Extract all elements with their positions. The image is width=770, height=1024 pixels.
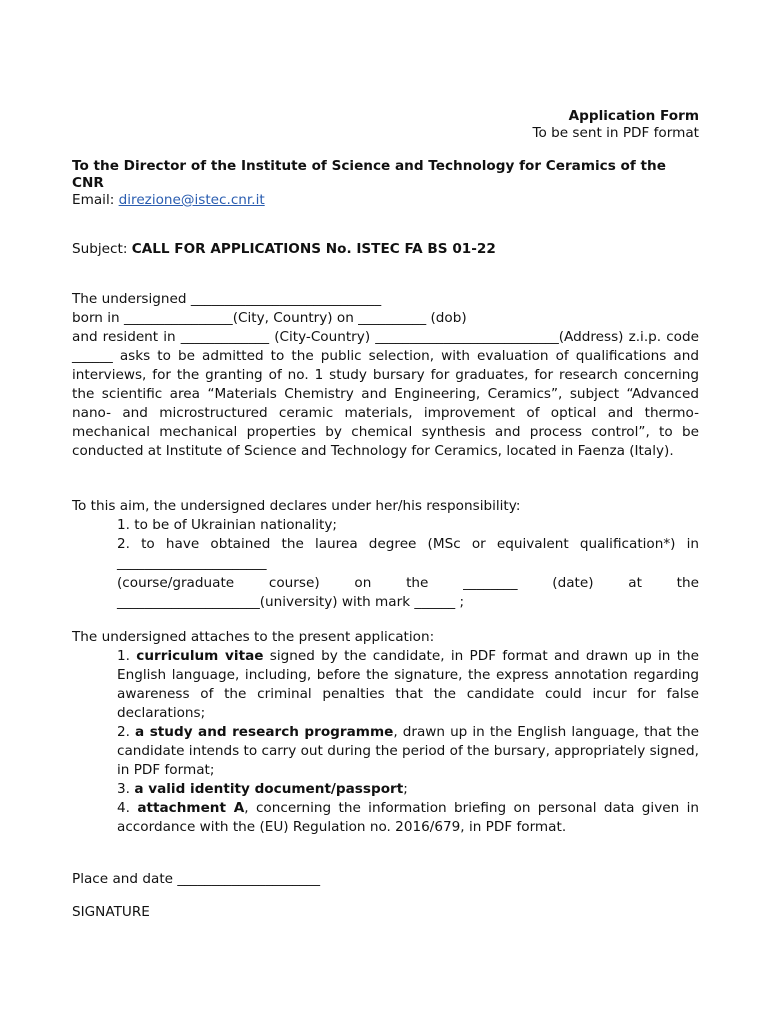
attachment-num: 2. <box>117 724 130 740</box>
application-paragraph: and resident in _____________ (City-Country) ___________________________(Address) z.i.p. code ______ asks to be admitted to the public selection, with evaluation of qualifications and interviews, for the granting of no. 1 study bursary for graduates, for research concerning the scientific area “Materials Chemistry and Engineering, Ceramics”, subject “Advanced nano- and microstructured ceramic materials, improvement of optical and thermo-mechanical mechanical properties by chemical synthesis and process control”, to be conducted at Institute of Science and Technology for Ceramics, located in Faenza (Italy). <box>72 329 699 459</box>
attachment-title: a study and research programme <box>135 724 394 740</box>
declaration-item-2-line4: _____________________(university) with mark ______ ; <box>117 594 465 610</box>
attachment-item-4 <box>117 799 699 837</box>
subject-row <box>72 241 496 257</box>
place-date-line: Place and date _____________________ <box>72 871 321 887</box>
addressee-line: To the Director of the Institute of Science and Technology for Ceramics of the CNR <box>72 158 666 191</box>
declaration-item-2-line3: (course/graduate course) on the ________ (date) at the <box>117 575 699 591</box>
attachment-num: 4. <box>117 800 130 816</box>
attachment-item-1 <box>117 647 699 723</box>
declaration-intro: To this aim, the undersigned declares under her/his responsibility: <box>72 498 521 514</box>
attachment-desc: signed by the candidate, in PDF format and drawn up in the English language, including, before the signature, the express annotation regarding awareness of the criminal penalties that the candidate could incur for false declarations; <box>117 648 700 721</box>
declaration-item-2-line1: 2. to have obtained the laurea degree (MSc or equivalent qualification*) in <box>117 536 699 552</box>
attachment-desc: ; <box>403 781 408 797</box>
attachment-item-2 <box>117 723 699 780</box>
born-line: born in ________________(City, Country) on __________ (dob) <box>72 310 467 326</box>
form-subtitle: To be sent in PDF format <box>532 125 699 141</box>
attachment-item-3 <box>117 780 699 799</box>
email-row <box>72 192 265 208</box>
signature-label: SIGNATURE <box>72 904 150 920</box>
email-link[interactable]: direzione@istec.cnr.it <box>118 192 265 208</box>
attachment-desc: , drawn up in the English language, that the candidate intends to carry out during the period of the bursary, appropriately signed, in PDF format; <box>117 724 699 778</box>
attachment-title: curriculum vitae <box>136 648 264 664</box>
attachment-title: a valid identity document/passport <box>134 781 404 797</box>
attachment-title: attachment A <box>137 800 245 816</box>
declaration-item-2-line2: ______________________ <box>117 555 267 571</box>
subject-text: CALL FOR APPLICATIONS No. ISTEC FA BS 01-22 <box>131 241 496 257</box>
attachment-desc: , concerning the information briefing on personal data given in accordance with the (EU) Regulation no. 2016/679, in PDF format. <box>117 800 699 835</box>
email-label: Email: <box>72 192 115 208</box>
subject-label: Subject: <box>72 241 128 257</box>
declaration-item-1: 1. to be of Ukrainian nationality; <box>117 517 337 533</box>
attachment-num: 1. <box>117 648 130 664</box>
attachments-intro: The undersigned attaches to the present application: <box>72 629 435 645</box>
attachment-num: 3. <box>117 781 130 797</box>
undersigned-line: The undersigned ____________________________ <box>72 291 382 307</box>
form-title: Application Form <box>568 108 699 124</box>
